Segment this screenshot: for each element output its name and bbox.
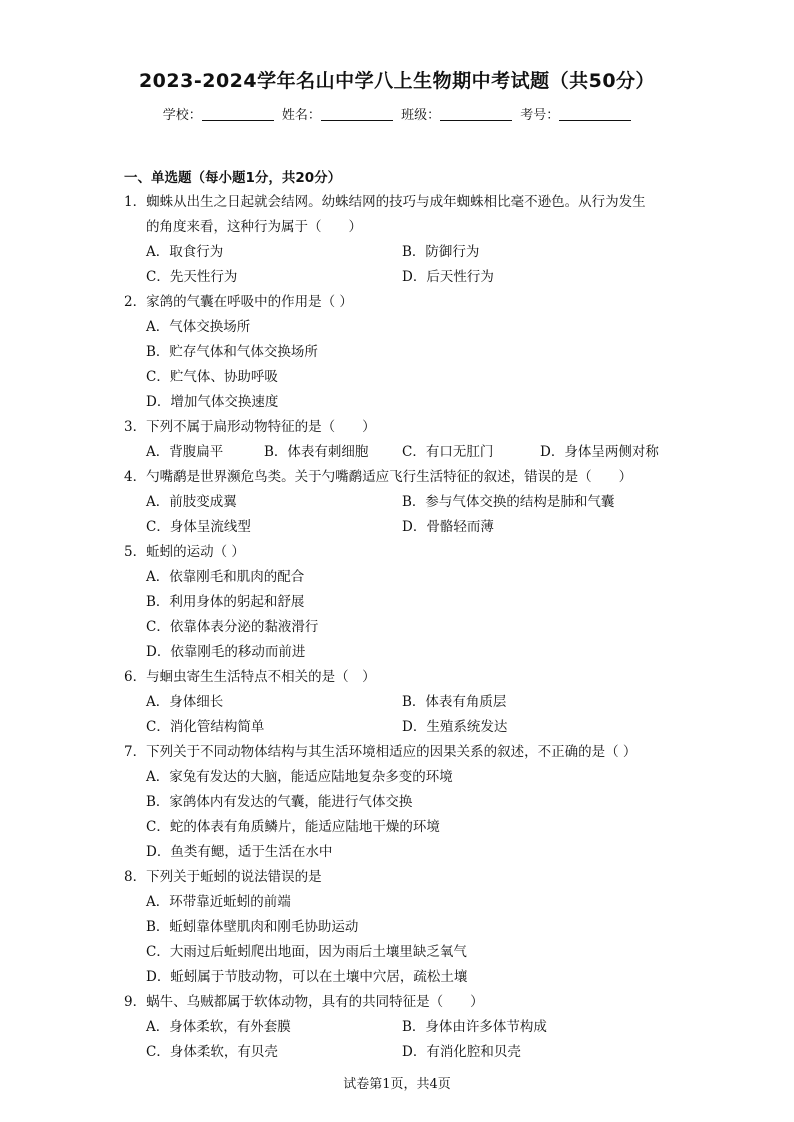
- q7-option-a: A．家兔有发达的大脑，能适应陆地复杂多变的环境: [146, 769, 453, 785]
- q3-stem: 3．下列不属于扁形动物特征的是（ ）: [124, 419, 376, 435]
- q2-option-c: C．贮气体、协助呼吸: [146, 369, 278, 385]
- q6-options-row2: [124, 715, 684, 740]
- q9-option-b: B．身体由许多体节构成: [402, 1019, 547, 1035]
- q3-option-b: B．体表有刺细胞: [264, 444, 369, 460]
- q1-option-d: D．后天性行为: [402, 269, 494, 285]
- q3-option-d: D．身体呈两侧对称: [540, 444, 659, 460]
- school-label: 学校：: [162, 108, 202, 123]
- questions: [124, 190, 684, 1065]
- q8-option-d: D．蚯蚓属于节肢动物，可以在土壤中穴居，疏松土壤: [146, 969, 468, 985]
- q7-option-c: C．蛇的体表有角质鳞片，能适应陆地干燥的环境: [146, 819, 440, 835]
- q9-option-c: C．身体柔软，有贝壳: [146, 1044, 278, 1060]
- q2-option-a: A．气体交换场所: [146, 319, 251, 335]
- q9-option-a: A．身体柔软，有外套膜: [146, 1019, 291, 1035]
- q5-option-a: A．依靠刚毛和肌肉的配合: [146, 569, 305, 585]
- id-blank: [559, 108, 631, 121]
- q6-stem: 6．与蛔虫寄生生活特点不相关的是（ ）: [124, 669, 376, 685]
- q1-option-c: C．先天性行为: [146, 269, 238, 285]
- q6-options-row1: [124, 690, 684, 715]
- q5-option-b: B．利用身体的躬起和舒展: [146, 594, 305, 610]
- exam-title: 2023-2024学年名山中学八上生物期中考试题（共50分）: [138, 70, 656, 92]
- q1-stem-line2: 的角度来看，这种行为属于（ ）: [146, 219, 362, 235]
- q4-option-b: B．参与气体交换的结构是肺和气囊: [402, 494, 615, 510]
- q1-stem-line1: 1．蜘蛛从出生之日起就会结网。幼蛛结网的技巧与成年蜘蛛相比毫不逊色。从行为发生: [124, 194, 646, 210]
- q2-stem: 2．家鸽的气囊在呼吸中的作用是（ ）: [124, 294, 353, 310]
- q8-option-a: A．环带靠近蚯蚓的前端: [146, 894, 291, 910]
- q7-option-d: D．鱼类有鳃，适于生活在水中: [146, 844, 333, 860]
- q4-option-c: C．身体呈流线型: [146, 519, 251, 535]
- q2-option-d: D．增加气体交换速度: [146, 394, 279, 410]
- q4-stem: 4．勺嘴鹬是世界濒危鸟类。关于勺嘴鹬适应飞行生活特征的叙述，错误的是（ ）: [124, 469, 633, 485]
- q7-stem: 7．下列关于不同动物体结构与其生活环境相适应的因果关系的叙述，不正确的是（ ）: [124, 744, 637, 760]
- q6-option-b: B．体表有角质层: [402, 694, 507, 710]
- school-blank: [202, 108, 274, 121]
- q4-option-a: A．前肢变成翼: [146, 494, 237, 510]
- id-label: 考号：: [520, 108, 560, 123]
- q5-stem: 5．蚯蚓的运动（ ）: [124, 544, 245, 560]
- student-info-line: [0, 104, 794, 123]
- q8-option-b: B．蚯蚓靠体壁肌肉和刚毛协助运动: [146, 919, 359, 935]
- q1-options-row1: [124, 240, 684, 265]
- q8-option-c: C．大雨过后蚯蚓爬出地面，因为雨后土壤里缺乏氧气: [146, 944, 467, 960]
- class-blank: [440, 108, 512, 121]
- q1-option-a: A．取食行为: [146, 244, 224, 260]
- q5-option-d: D．依靠刚毛的移动而前进: [146, 644, 306, 660]
- name-label: 姓名：: [281, 108, 321, 123]
- q3-options-row: [124, 440, 684, 465]
- q6-option-d: D．生殖系统发达: [402, 719, 508, 735]
- q1-option-b: B．防御行为: [402, 244, 480, 260]
- name-blank: [321, 108, 393, 121]
- q3-option-a: A．背腹扁平: [146, 444, 224, 460]
- q9-option-d: D．有消化腔和贝壳: [402, 1044, 521, 1060]
- q4-options-row2: [124, 515, 684, 540]
- q9-options-row1: [124, 1015, 684, 1040]
- q9-stem: 9．蜗牛、乌贼都属于软体动物，具有的共同特征是（ ）: [124, 994, 484, 1010]
- section-heading: 一、单选题（每小题1分，共20分）: [124, 170, 342, 186]
- q6-option-a: A．身体细长: [146, 694, 224, 710]
- q7-option-b: B．家鸽体内有发达的气囊，能进行气体交换: [146, 794, 413, 810]
- q2-option-b: B．贮存气体和气体交换场所: [146, 344, 318, 360]
- page-footer: 试卷第1页，共4页: [343, 1077, 451, 1092]
- q6-option-c: C．消化管结构简单: [146, 719, 265, 735]
- q5-option-c: C．依靠体表分泌的黏液滑行: [146, 619, 319, 635]
- class-label: 班级：: [401, 108, 441, 123]
- q8-stem: 8．下列关于蚯蚓的说法错误的是: [124, 869, 322, 885]
- q4-option-d: D．骨骼轻而薄: [402, 519, 494, 535]
- q9-options-row2: [124, 1040, 684, 1065]
- q1-options-row2: [124, 265, 684, 290]
- q4-options-row1: [124, 490, 684, 515]
- q3-option-c: C．有口无肛门: [402, 444, 494, 460]
